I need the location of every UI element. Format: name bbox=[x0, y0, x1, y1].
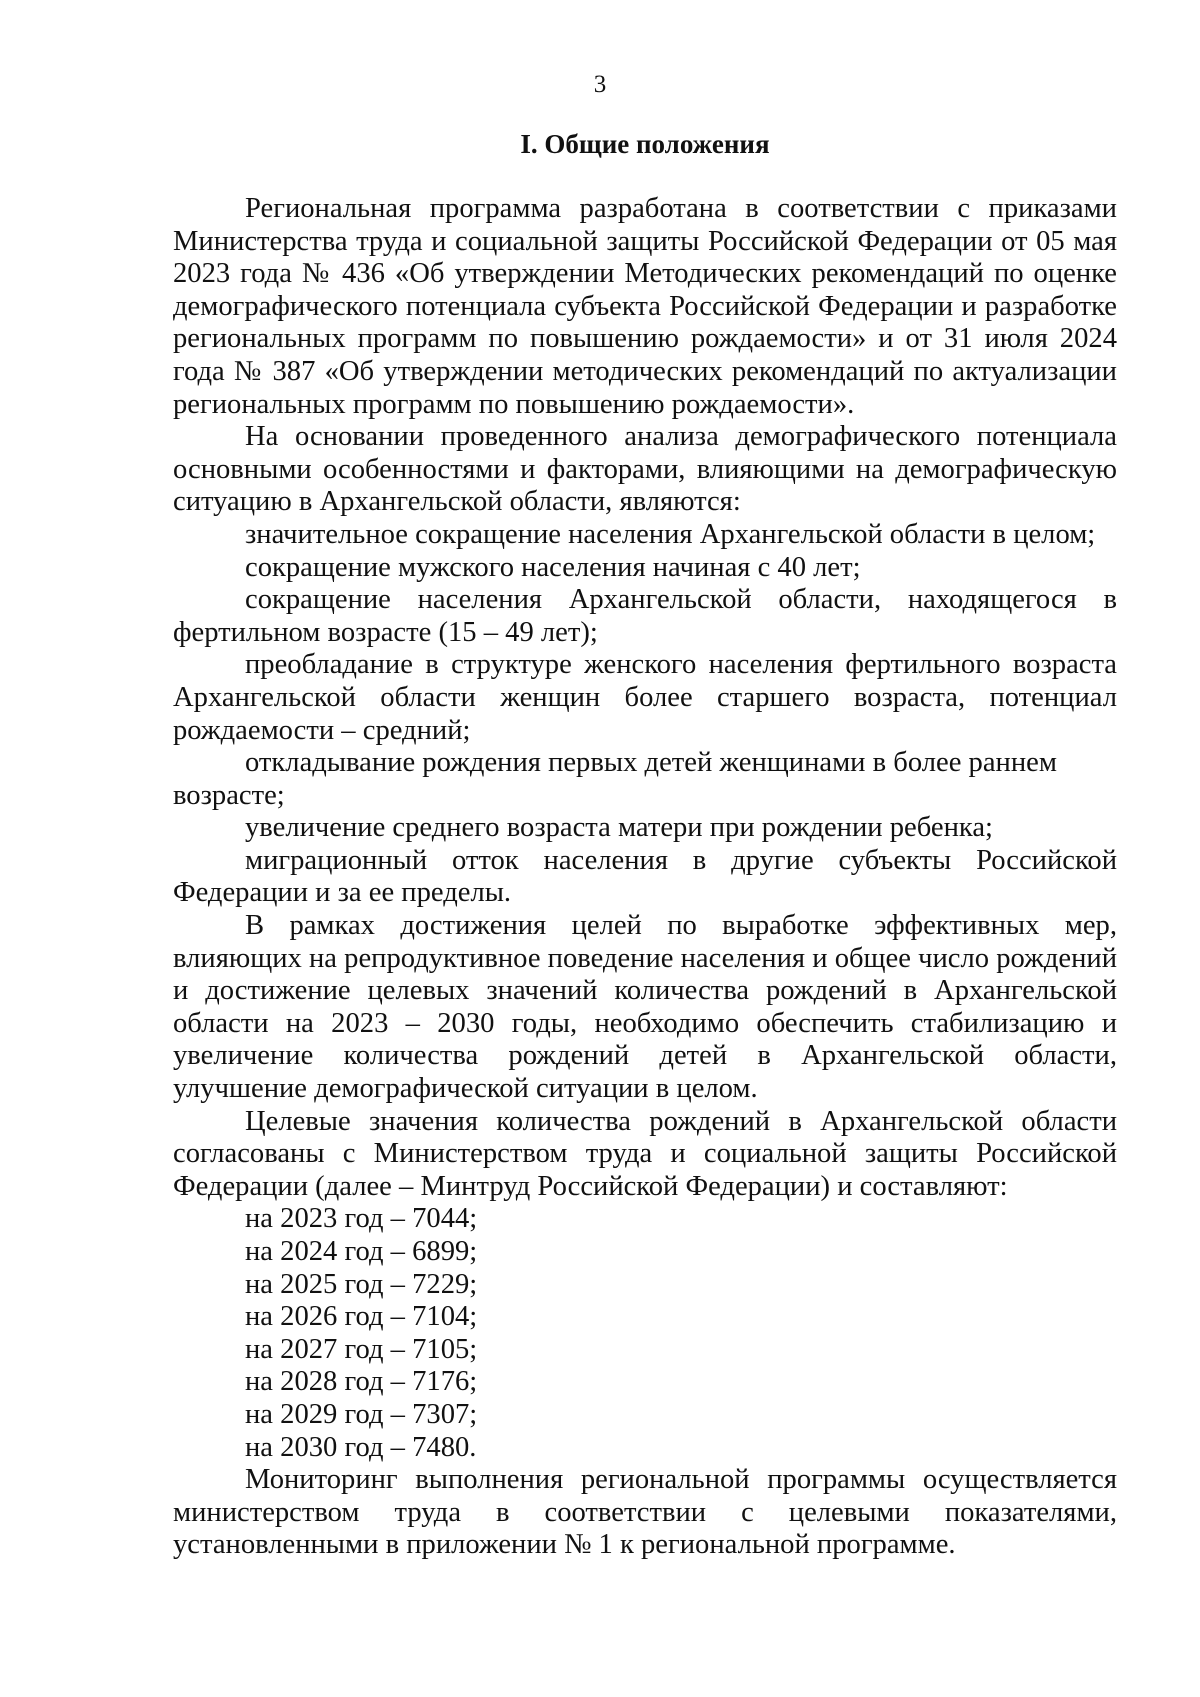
section-title: I. Общие положения bbox=[520, 129, 770, 159]
target-item: на 2025 год – 7229; bbox=[245, 1268, 478, 1300]
analysis-paragraph: На основании проведенного анализа демографического потенциала основными особенностями и факторами, влияющими на демографическую ситуацию в Архангельской области, являются: bbox=[173, 421, 1117, 518]
target-item: на 2023 год – 7044; bbox=[245, 1203, 478, 1235]
targets-list bbox=[173, 1203, 1117, 1464]
factor-item: сокращение мужского населения начиная с 40 лет; bbox=[245, 551, 861, 583]
target-item: на 2027 год – 7105; bbox=[245, 1333, 478, 1365]
monitoring-paragraph: Мониторинг выполнения региональной программы осуществляется министерством труда в соответствии с целевыми показателями, установленными в приложении № 1 к региональной программе. bbox=[173, 1464, 1117, 1561]
factor-item: значительное сокращение населения Архангельской области в целом; bbox=[245, 518, 1096, 550]
document-body bbox=[173, 193, 1117, 1562]
factor-item: миграционный отток населения в другие субъекты Российской Федерации и за ее пределы. bbox=[173, 844, 1117, 909]
factor-item: увеличение среднего возраста матери при рождении ребенка; bbox=[245, 812, 993, 844]
target-item: на 2029 год – 7307; bbox=[245, 1398, 478, 1430]
page-number: 3 bbox=[593, 71, 607, 98]
factor-item: преобладание в структуре женского населения фертильного возраста Архангельской области женщин более старшего возраста, потенциал рождаемости – средний; bbox=[173, 649, 1117, 746]
factors-list bbox=[173, 519, 1117, 910]
factor-item: откладывание рождения первых детей женщинами в более раннем возрасте; bbox=[173, 747, 1057, 811]
factor-item: сокращение населения Архангельской области, находящегося в фертильном возрасте (15 – 49 лет); bbox=[173, 584, 1117, 648]
goals-paragraph: В рамках достижения целей по выработке эффективных мер, влияющих на репродуктивное поведение населения и общее число рождений и достижение целевых значений количества рождений в Архангельской области на 2023 – 2030 годы, необходимо обеспечить стабилизацию и увеличение количества рождений детей в Архангельской области, улучшение демографической ситуации в целом. bbox=[173, 910, 1117, 1105]
intro-paragraph: Региональная программа разработана в соответствии с приказами Министерства труда и социальной защиты Российской Федерации от 05 мая 2023 года № 436 «Об утверждении Методических рекомендаций по оценке демографического потенциала субъекта Российской Федерации и разработке региональных программ по повышению рождаемости» и от 31 июля 2024 года № 387 «Об утверждении методических рекомендаций по актуализации региональных программ по повышению рождаемости». bbox=[173, 193, 1117, 420]
targets-intro-paragraph: Целевые значения количества рождений в Архангельской области согласованы с Министерством труда и социальной защиты Российской Федерации (далее – Минтруд Российской Федерации) и составляют: bbox=[173, 1105, 1117, 1202]
target-item: на 2024 год – 6899; bbox=[245, 1236, 478, 1267]
target-item: на 2028 год – 7176; bbox=[245, 1366, 478, 1398]
target-item: на 2030 год – 7480. bbox=[245, 1431, 477, 1463]
target-item: на 2026 год – 7104; bbox=[245, 1301, 478, 1333]
